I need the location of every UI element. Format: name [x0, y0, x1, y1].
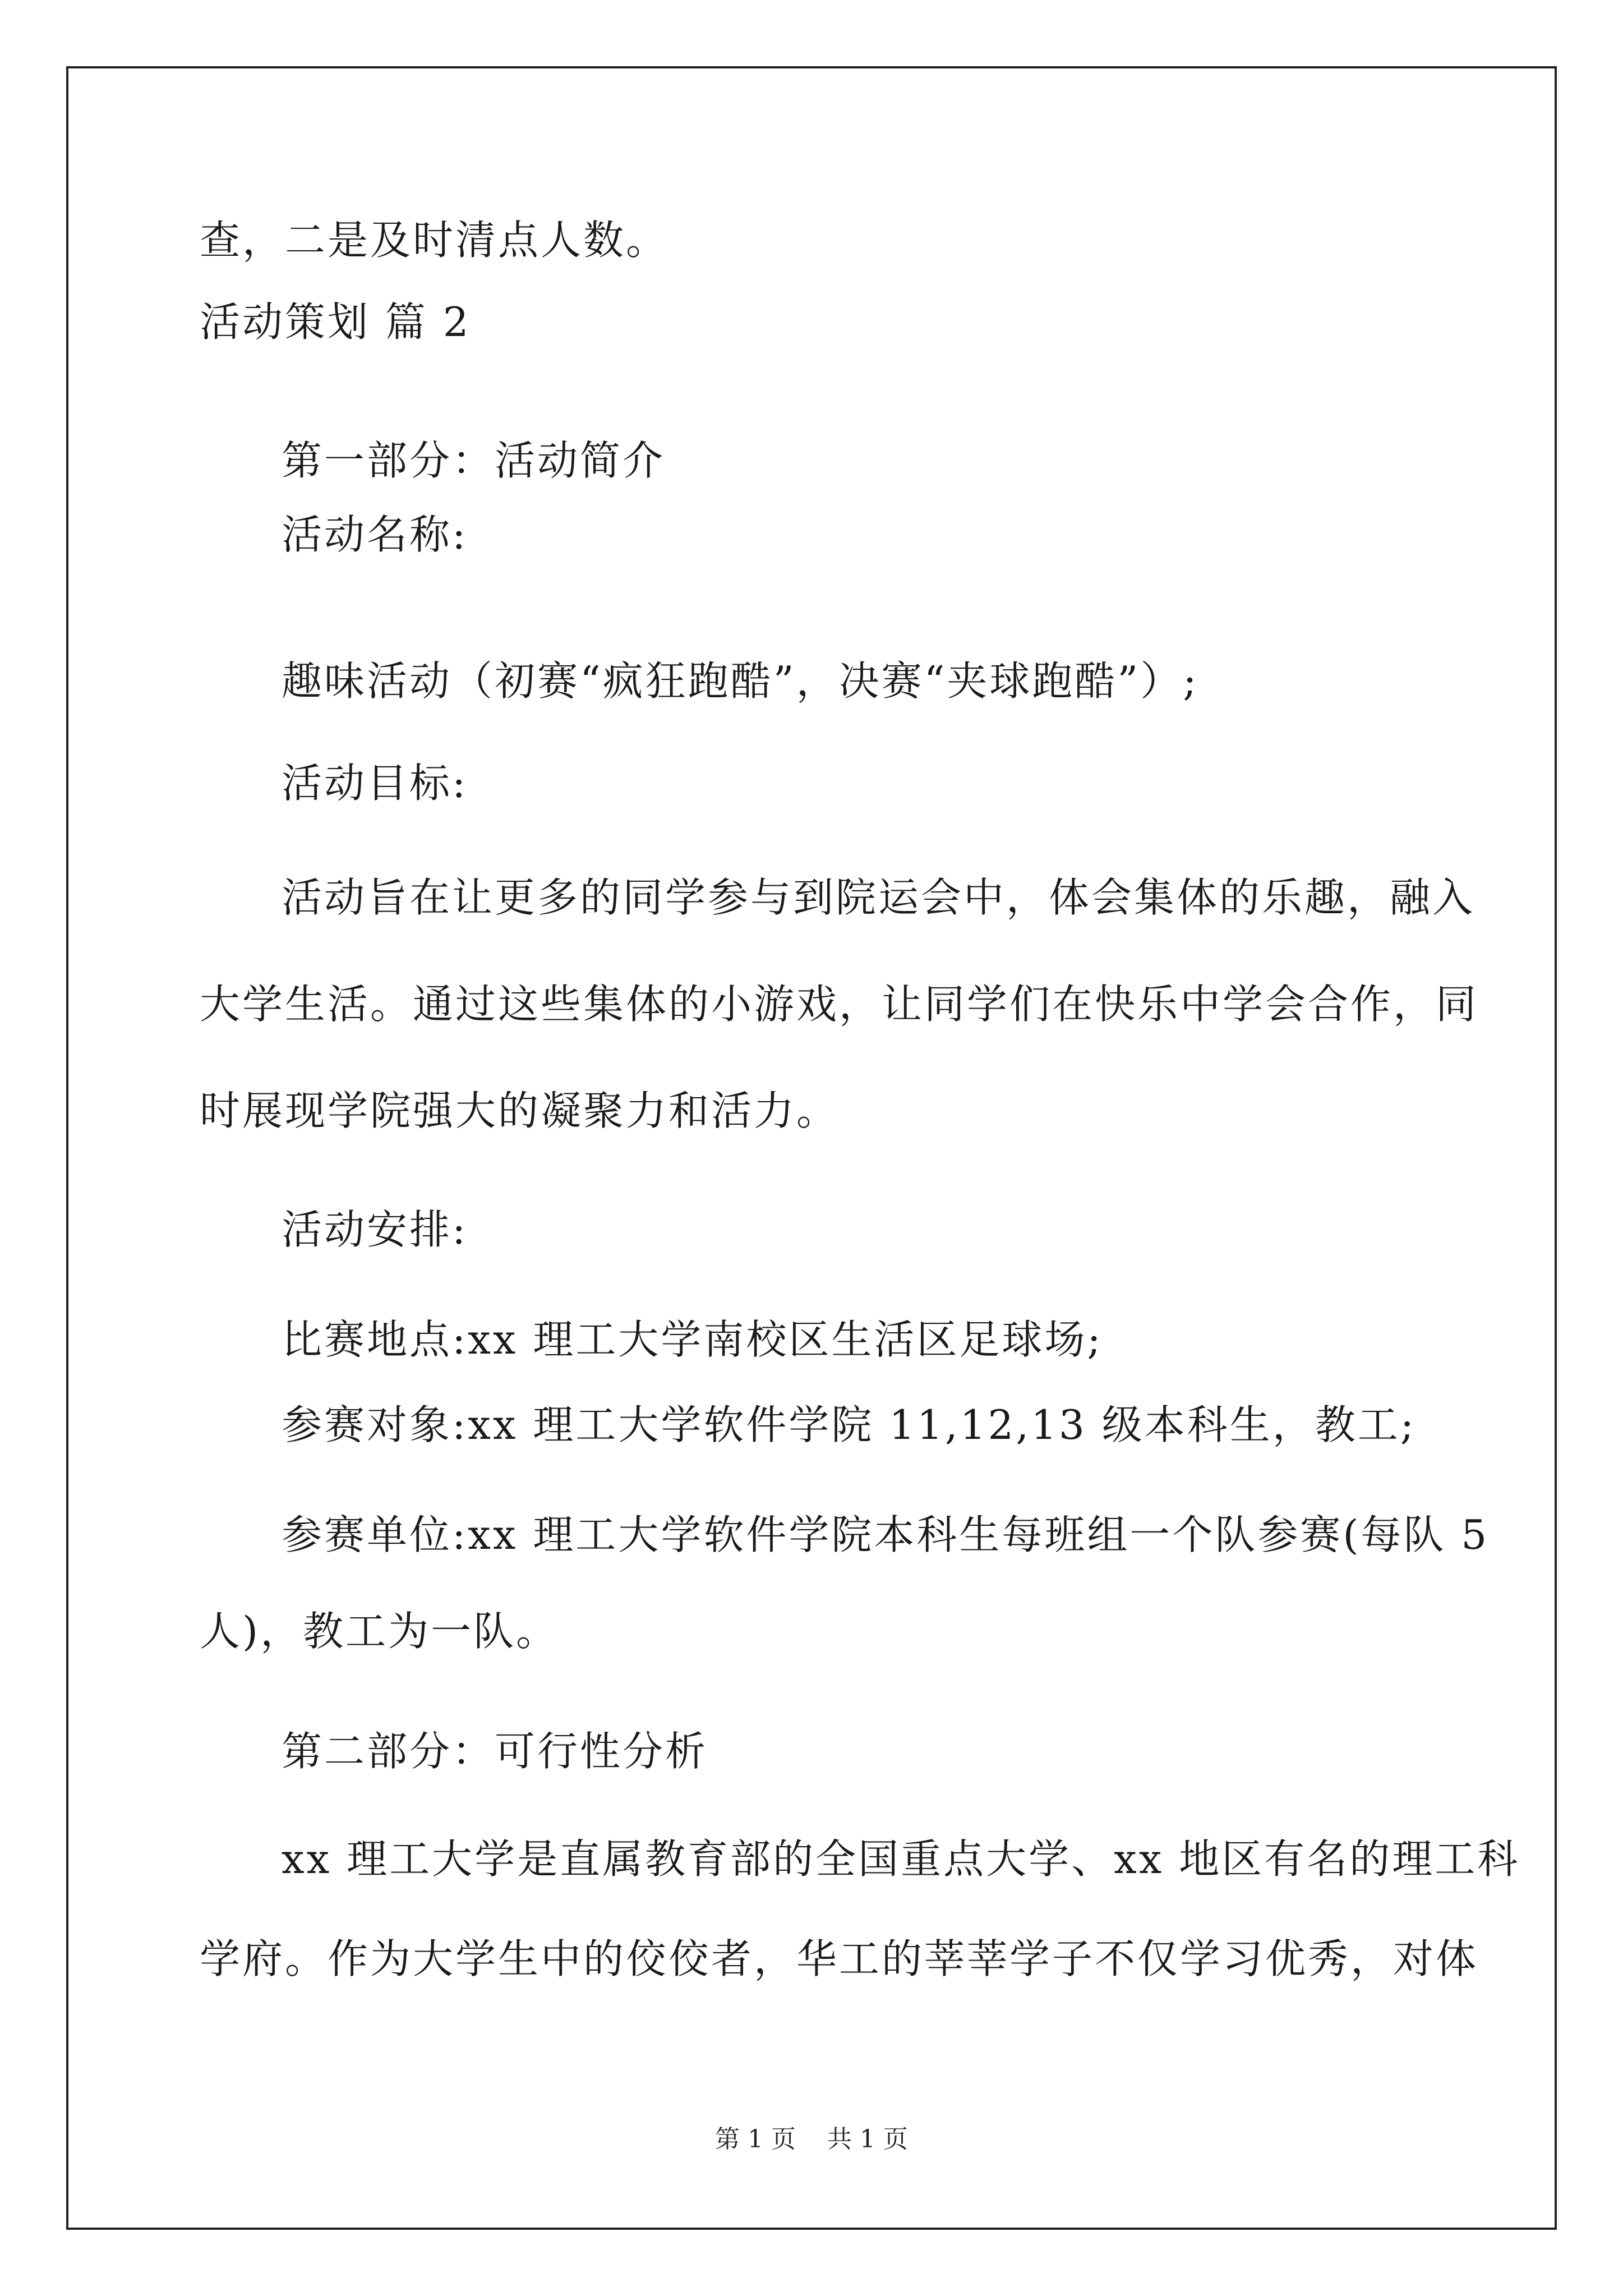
part-heading: 第一部分：活动简介 [282, 437, 666, 484]
paragraph-line: 比赛地点:xx 理工大学南校区生活区足球场; [282, 1316, 1103, 1363]
part-heading: 第二部分：可行性分析 [282, 1728, 708, 1775]
section-heading: 活动策划 篇 2 [200, 298, 471, 346]
field-label: 活动安排: [282, 1206, 468, 1253]
paragraph-line: 趣味活动（初赛“疯狂跑酷”，决赛“夹球跑酷”）; [282, 657, 1199, 705]
paragraph-line: 查，二是及时清点人数。 [200, 217, 669, 264]
paragraph-line: 活动旨在让更多的同学参与到院运会中，体会集体的乐趣，融入 [282, 874, 1476, 921]
page-border [66, 66, 1557, 2230]
paragraph-line: 时展现学院强大的凝聚力和活力。 [200, 1087, 840, 1134]
page-number-footer: 第 1 页 共 1 页 [715, 2125, 908, 2154]
paragraph-line: 参赛单位:xx 理工大学软件学院本科生每班组一个队参赛(每队 5 [282, 1511, 1490, 1558]
field-label: 活动目标: [282, 760, 468, 807]
paragraph-line: xx 理工大学是直属教育部的全国重点大学、xx 地区有名的理工科 [282, 1835, 1520, 1883]
paragraph-line: 参赛对象:xx 理工大学软件学院 11,12,13 级本科生，教工; [282, 1401, 1417, 1448]
paragraph-line: 人)，教工为一队。 [200, 1608, 559, 1655]
field-label: 活动名称: [282, 511, 468, 558]
paragraph-line: 学府。作为大学生中的佼佼者，华工的莘莘学子不仅学习优秀，对体 [200, 1935, 1479, 1982]
paragraph-line: 大学生活。通过这些集体的小游戏，让同学们在快乐中学会合作，同 [200, 981, 1479, 1028]
